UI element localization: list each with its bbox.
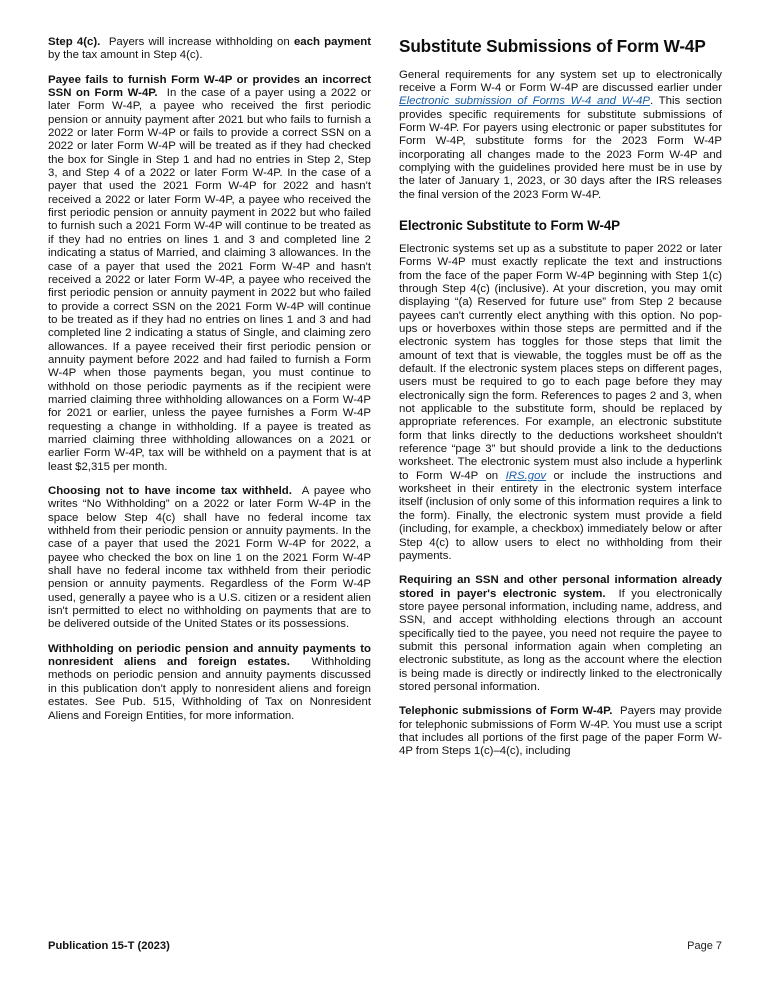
runin-heading-requiring-ssn: Requiring an SSN and other personal information already stored in payer's electronic system. [399, 574, 722, 600]
page-footer [48, 940, 722, 952]
paragraph-text: Withholding methods on periodic pension and annuity payments discussed in this publication don't apply to nonresident aliens and foreign estates. See Pub. 515, Withholding of Tax on Nonresident Aliens and Foreign Entities, for more information. [48, 656, 371, 722]
paragraph-telephonic-submissions [399, 705, 722, 758]
paragraph-nonresident-aliens [48, 643, 371, 723]
paragraph-requiring-ssn [399, 574, 722, 694]
footer-page-number: Page 7 [687, 940, 722, 952]
footer-publication-label: Publication 15-T (2023) [48, 940, 170, 952]
paragraph-text: If you electronically store payee personal information, including name, address, and SSN, and accept withholding elections through an account specifically tied to the payee, you need not require the payee to submit this personal information again when completing an electronic substitute, as long as the account where the election is being made is directly or indirectly linked to the electronically stored personal information. [399, 587, 722, 693]
paragraph-general-requirements [399, 69, 722, 202]
runin-heading-telephonic: Telephonic submissions of Form W-4P. [399, 705, 613, 718]
runin-heading-nonresident-aliens: Withholding on periodic pension and annuity payments to nonresident aliens and foreign estates. [48, 642, 371, 669]
paragraph-text-cont: or include the instructions and worksheet in their entirety in the electronic system interface itself (inclusion of only some of this information requires a link to the form). Finally, the electronic system must provide a field (including, for example, a checkbox) immediately below or after Step 4(c) to allow users to elect no withholding from their payments. [399, 469, 722, 562]
page-content [48, 36, 722, 896]
paragraph-text: Payers will increase withholding on [108, 36, 294, 48]
runin-heading-step-4c: Step 4(c). [48, 36, 101, 48]
paragraph-text: A payee who writes “No Withholding” on a 2022 or later Form W-4P in the space below Step 4(c) shall have no federal income tax withheld from their periodic pension or annuity payments. In the case of a payer that used the 2021 Form W-4P for 2022, a payee who checked the box on line 1 on the 2021 Form W-4P shall have no federal income tax withheld from their periodic pension or annuity payments. Regardless of the Form W-4P used, generally a payee who is a U.S. citizen or a resident alien isn't permitted to elect no withholding on payments that are to be delivered outside of the United States or its possessions. [48, 485, 372, 631]
runin-heading-choosing-not: Choosing not to have income tax withheld. [48, 485, 292, 497]
inline-bold-each-payment: each payment [293, 36, 372, 48]
paragraph-text: General requirements for any system set up to electronically receive a Form W-4 or Form W-4P are discussed earlier under [399, 68, 722, 94]
paragraph-text: Payers may provide for telephonic submissions of Form W-4P. You must use a script that includes all portions of the first page of the paper Form W-4P from Steps 1(c)–4(c), including [399, 705, 722, 758]
link-electronic-submission-forms-w4-w4p[interactable]: Electronic submission of Forms W-4 and W-4P [399, 95, 650, 108]
runin-heading-payee-fails: Payee fails to furnish Form W-4P or provides an incorrect SSN on Form W-4P. [48, 73, 371, 100]
paragraph-payee-fails-to-furnish [48, 74, 371, 474]
paragraph-step-4c [48, 36, 371, 63]
paragraph-text-cont: . This section provides specific requirements for substitute submissions of Form W-4P. For payers using electronic or paper substitutes for Form W-4P, substitute forms for the 2023 Form W-4P incorporating all changes made to the 2023 Form W-4P and complying with the guidelines provided here must be in use by the later of January 1, 2023, or 30 days after the IRS releases the final version of the 2023 Form W-4P. [399, 95, 722, 201]
paragraph-electronic-systems [399, 243, 722, 563]
left-column [48, 36, 371, 896]
section-heading-substitute-submissions: Substitute Submissions of Form W-4P [399, 36, 706, 56]
paragraph-text: In the case of a payer using a 2022 or later Form W-4P, a payee who received the first periodic pension or annuity payment after 2021 but who fails to furnish a 2022 or later Form W-4P or fails to provide a correct SSN on a 2022 or later Form W-4P will be treated as if they had checked the box for Single in Step 1 and had no entries in Step 2, Step 3, and Step 4 of a 2022 or later Form W-4P. In the case of a payer that used the 2021 Form W-4P for 2022 and hasn't received a 2022 or later Form W-4P, a payee who received the first periodic pension or annuity payment in 2022 but who failed to furnish such a 2021 Form W-4P will continue to be treated as if they had no entries on lines 1 and 3 and completed line 2 indicating a status of Married, and claiming 3 allowances. In the case of a payer that used the 2021 Form W-4P and hasn't received a 2022 or later Form W-4P, a payee who received the first periodic pension or annuity payment in 2022 but who failed to provide a correct SSN on the 2021 Form W-4P will continue to be treated as if they had no entries on lines 1 and 3 and had completed line 2 indicating a status of Single, and claiming zero allowances. If a payee received their first periodic pension or annuity payment before 2022 and had failed to furnish a Form W-4P when those payments began, you must continue to withhold on those periodic payments as if the recipient were married claiming three withholding allowances on a Form W-4P for 2021 or earlier, unless the payee furnishes a Form W-4P requesting a change in withholding. If a payee is treated as married claiming three withholding allowances on a 2021 or earlier Form W-4P, tax will be withheld on a payment that is at least $2,315 per month. [48, 87, 371, 473]
paragraph-text-cont: by the tax amount in Step 4(c). [48, 49, 203, 62]
right-column [399, 36, 722, 896]
paragraph-text: Electronic systems set up as a substitute to paper 2022 or later Forms W-4P must exactly replicate the text and instructions from the face of the paper Form W-4P beginning with Step 1(c) through Step 4(c) (inclusive). At your discretion, you may omit displaying “(a) Reserved for future use” from Step 2 because payees can't currently elect anything with this option. No pop-ups or hoverboxes within those steps are permitted and if the electronic system has toggles for those steps that limit the amount of text that is viewable, the toggles must be off as the default. If the electronic system places steps on different pages, users must be required to go to each page before they may electronically sign the form. References to pages 2 and 3, when not applicable to the substitute form, should be replaced by appropriate references. For example, an electronic substitute form that links directly to the deductions worksheet shouldn't reference “page 3” but should provide a link to the deductions worksheet. The electronic system must also include a hyperlink to Form W-4P on [399, 242, 722, 482]
link-irs-gov[interactable]: IRS.gov [505, 469, 547, 482]
subheading-electronic-substitute: Electronic Substitute to Form W-4P [399, 217, 621, 233]
paragraph-choosing-not-to-withhold [48, 485, 371, 632]
